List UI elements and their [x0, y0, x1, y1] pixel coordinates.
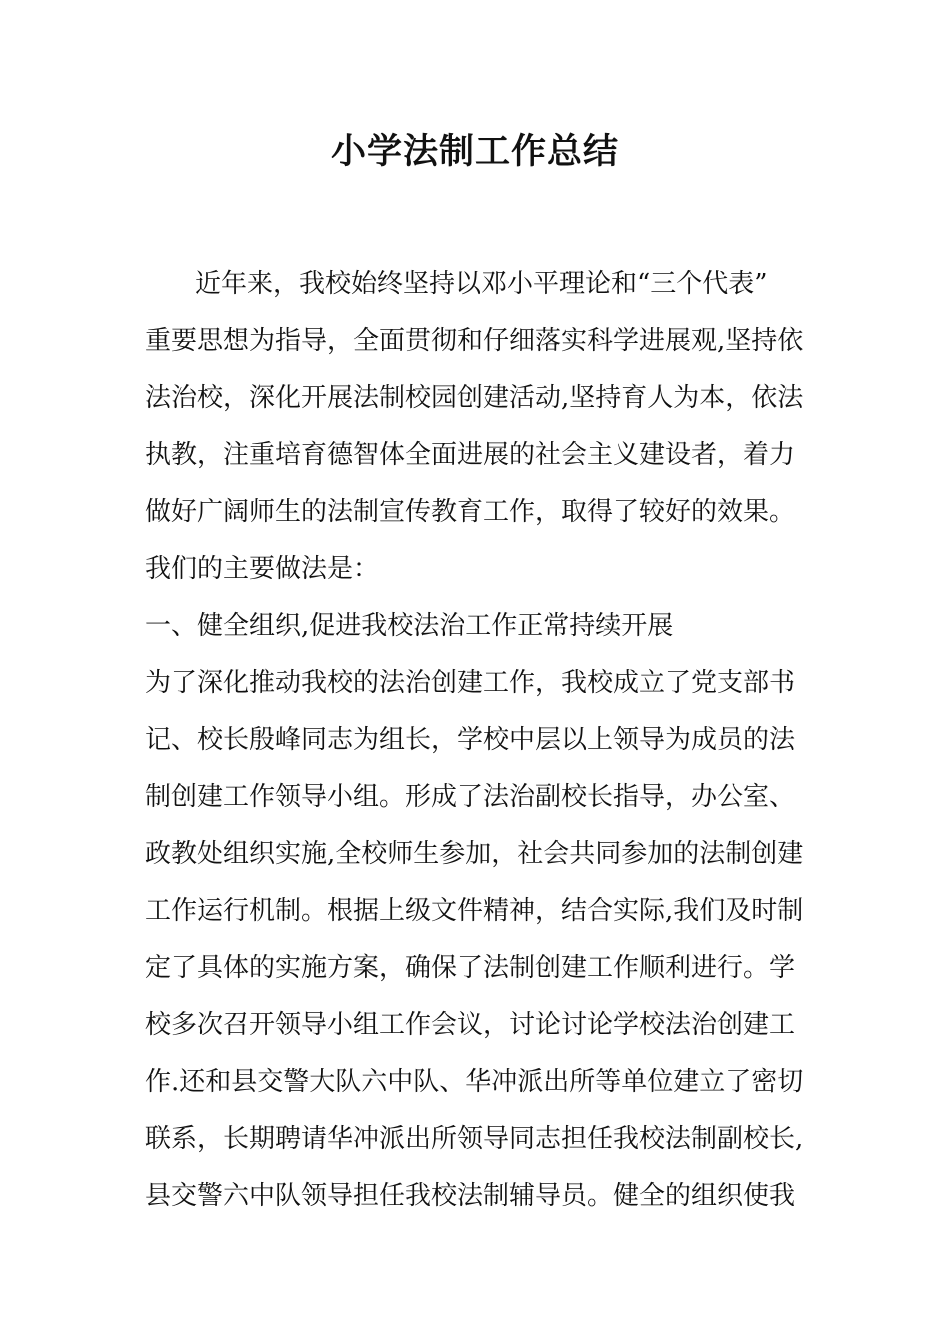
body-line: 工作运行机制。根据上级文件精神，结合实际,我们及时制 [145, 896, 804, 926]
body-line: 政教处组织实施,全校师生参加，社会共同参加的法制创建 [145, 839, 804, 869]
body-line: 记、校长殷峰同志为组长，学校中层以上领导为成员的法 [145, 725, 796, 755]
section-heading: 一、健全组织,促进我校法治工作正常持续开展 [145, 611, 674, 641]
body-line: 定了具体的实施方案，确保了法制创建工作顺利进行。学 [145, 953, 796, 983]
document-title: 小学法制工作总结 [330, 132, 619, 172]
body-line: 重要思想为指导，全面贯彻和仔细落实科学进展观,坚持依 [145, 326, 804, 356]
body-line: 县交警六中队领导担任我校法制辅导员。健全的组织使我 [145, 1181, 796, 1211]
body-line: 执教，注重培育德智体全面进展的社会主义建设者，着力 [145, 440, 796, 470]
body-line: 制创建工作领导小组。形成了法治副校长指导，办公室、 [145, 782, 796, 812]
body-line: 我们的主要做法是： [145, 554, 380, 584]
body-line: 做好广阔师生的法制宣传教育工作，取得了较好的效果。 [145, 497, 796, 527]
body-line: 近年来，我校始终坚持以邓小平理论和“三个代表” [195, 269, 768, 299]
body-line: 为了深化推动我校的法治创建工作，我校成立了党支部书 [145, 668, 796, 698]
body-line: 作.还和县交警大队六中队、华冲派出所等单位建立了密切 [145, 1067, 804, 1097]
body-line: 联系，长期聘请华冲派出所领导同志担任我校法制副校长, [145, 1124, 804, 1154]
body-line: 校多次召开领导小组工作会议，讨论讨论学校法治创建工 [145, 1010, 796, 1040]
body-line: 法治校，深化开展法制校园创建活动,坚持育人为本，依法 [145, 383, 804, 413]
